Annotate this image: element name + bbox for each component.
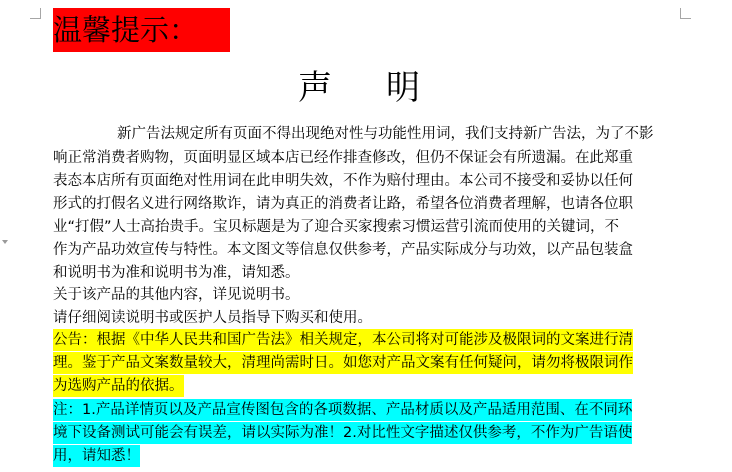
- note-line: 注：1.产品详情页以及产品宣传图包含的各项数据、产品材质以及产品适用范围、在不同环: [53, 399, 632, 421]
- info-line: 请仔细阅读说明书或医护人员指导下购买和使用。: [53, 310, 372, 326]
- statement-line: 响正常消费者购物，页面明显区域本店已经作排查修改，但仍不保证会有所遗漏。在此郑重: [53, 150, 633, 166]
- statement-line: 新广告法规定所有页面不得出现绝对性与功能性用词，我们支持新广告法，为了不影: [117, 126, 654, 142]
- warm-tip-banner: 温馨提示：: [53, 8, 230, 52]
- statement-line: 和说明书为准和说明书为准，请知悉。: [53, 265, 300, 281]
- notice-line: 公告：根据《中华人民共和国广告法》相关规定，本公司将对可能涉及极限词的文案进行清: [53, 329, 633, 351]
- margin-arrow-icon: [2, 240, 8, 244]
- page-corner-mark-right: [680, 8, 691, 19]
- statement-line: 作为产品功效宣传与特性。本文图文等信息仅供参考，产品实际成分与功效，以产品包装盒: [53, 242, 633, 258]
- notice-line: 为选购产品的依据。: [53, 375, 184, 397]
- page-corner-mark-left: [30, 8, 41, 19]
- statement-line: 业“打假”人士高抬贵手。宝贝标题是为了迎合买家搜索习惯运营引流而使用的关键词，不: [53, 219, 620, 235]
- statement-line: 表态本店所有页面绝对性用词在此申明失效，不作为赔付理由。本公司不接受和妥协以任何: [53, 173, 633, 189]
- info-line: 关于该产品的其他内容，详见说明书。: [53, 287, 300, 303]
- notice-line: 理。鉴于产品文案数量较大，清理尚需时日。如您对产品文案有任何疑问，请勿将极限词作: [53, 352, 633, 374]
- note-line: 用，请知悉！: [53, 445, 140, 467]
- note-line: 境下设备测试可能会有误差，请以实际为准！2.对比性文字描述仅供参考，不作为广告语使: [53, 422, 632, 444]
- statement-title: 声明: [298, 68, 474, 108]
- statement-line: 形式的打假名义进行网络欺诈，请为真正的消费者让路，希望各位消费者理解，也请各位职: [53, 196, 633, 212]
